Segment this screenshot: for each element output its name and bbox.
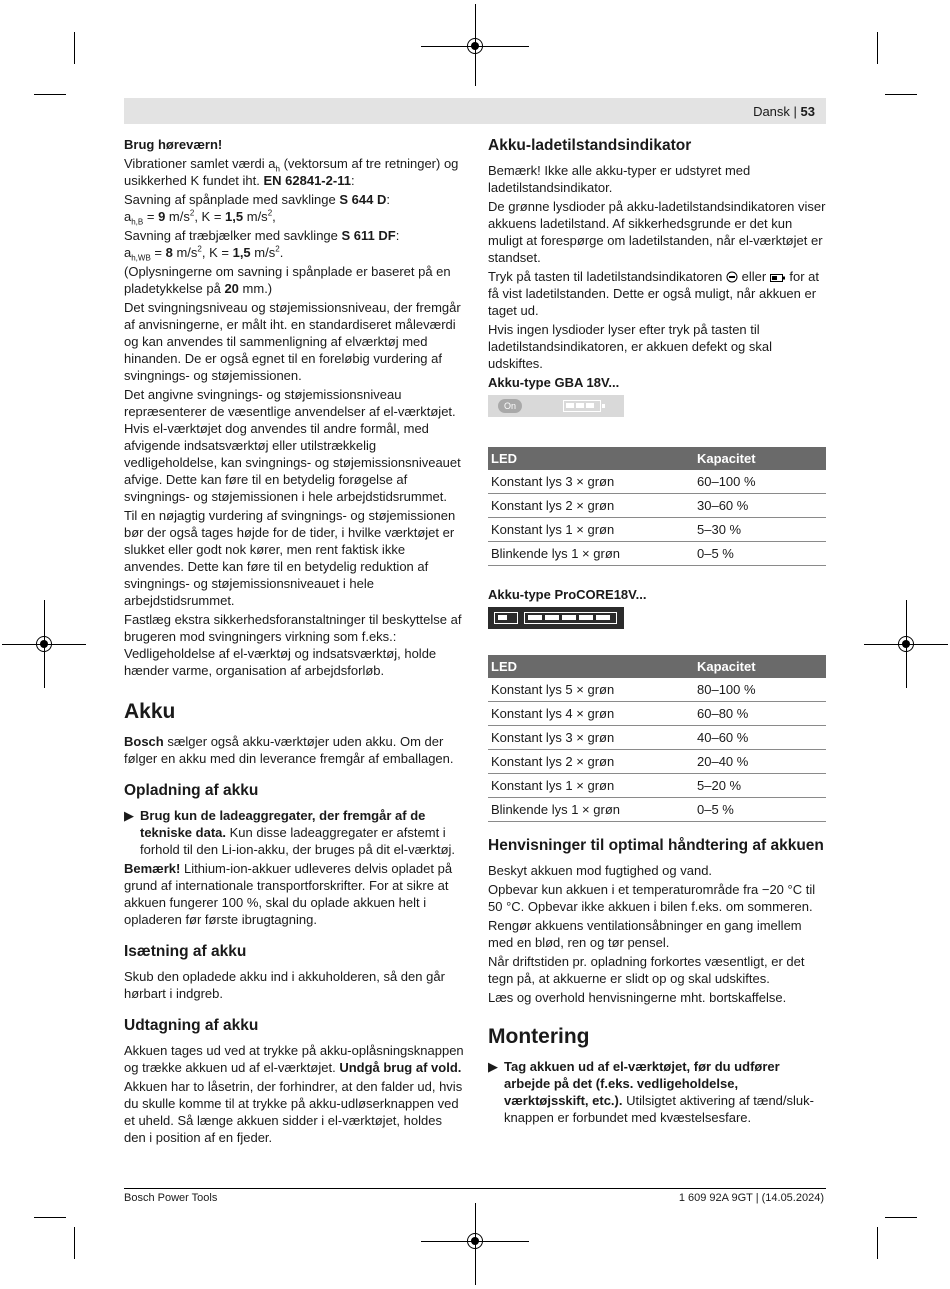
table-row: Konstant lys 2 × grøn 30–60 % [488,494,826,518]
left-column [124,136,464,1148]
body-paragraph: Det svingningsniveau og støjemissionsniveau, der fremgår af anvisningerne, er målt iht. en standardiseret måleværdi og kan anvendes til sammenligning af elværktøj med hinanden. De er også egnet til en foreløbig vurdering af svingnings- og støjemissionen. [124,300,461,383]
body-paragraph: Beskyt akkuen mod fugtighed og vand. [488,863,713,878]
section-title-montering: Montering [488,1025,590,1048]
page-header: Dansk | 53 [753,104,815,119]
crop-mark-icon [74,32,75,64]
remove-text-2: Akkuen har to låsetrin, der forhindrer, at den falder ud, hvis du skulle komme til at trykke på akku-udløserknappen ved et uheld. Så længe akkuen sidder i el-værktøjet, holdes den i position af en fjeder. [124,1079,463,1145]
subsection-title-remove: Udtagning af akku [124,1017,259,1034]
crop-mark-icon [877,1227,878,1259]
procore-capacity-table [488,655,826,822]
body-paragraph: Opbevar kun akkuen i et temperaturområde fra −20 °C til 50 °C. Opbevar ikke akkuen i bilen f.eks. om sommeren. [488,882,816,914]
mount-warning-bullet: ▶ Tag akkuen ud af el-værktøjet, før du udfører arbejde på det (f.eks. vedligeholdelse, værktøjsskift, etc.). Utilsigtet aktivering af tænd/sluk-knappen er forbundet med kvæstelsesfare. [488,1059,814,1125]
table-row: Konstant lys 2 × grøn 20–40 % [488,750,826,774]
indicator-instruction: Tryk på tasten til ladetilstandsindikatoren eller for at få vist ladetilstanden. Dette er også muligt, når akkuen er taget ud. [488,269,820,318]
body-paragraph: Det angivne svingnings- og støjemissionsniveau repræsenterer de væsentlige anvendelser af el-værktøjet. Hvis el-værktøjet dog anvendes til andre formål, med afvigende indsatsværktøj eller utilstrækkelig vedligeholdelse, kan svingnings- og støjemissionsniveauet afvige. Dette kan føre til en betydelig forøgelse af svingnings- og støjemissionen i hele arbejdstidsrummet. [124,387,461,504]
subsection-title-indicator: Akku-ladetilstandsindikator [488,137,692,154]
subsection-title-insert: Isætning af akku [124,943,247,960]
page-number: 53 [800,104,815,119]
akku-intro: Bosch sælger også akku-værktøjer uden akku. Om der følger en akku med din leverance fremgår af emballagen. [124,734,454,766]
crop-mark-icon [877,32,878,64]
table-row: Blinkende lys 1 × grøn 0–5 % [488,798,826,822]
subsection-title-charging: Opladning af akku [124,782,259,799]
table-row: Konstant lys 1 × grøn 5–30 % [488,518,826,542]
table-header: Kapacitet [694,655,826,678]
right-column [488,136,826,1128]
table-row: Konstant lys 1 × grøn 5–20 % [488,774,826,798]
section-title-akku: Akku [124,700,176,723]
crop-mark-icon [74,1227,75,1259]
table-row: Blinkende lys 1 × grøn 0–5 % [488,542,826,566]
charging-note: Bemærk! Lithium-ion-akkuer udleveres delvis opladet på grund af internationale transportforskrifter. For at sikre at akkuen fungerer 100 %, skal du oplade akkuen helt i opladeren før første ibrugtagning. [124,861,453,927]
saw-beams: Savning af træbjælker med savklinge S 611 DF: [124,228,400,243]
gba-indicator-graphic [488,395,624,417]
gba-capacity-table [488,447,826,566]
registration-mark-icon [467,38,483,54]
table-header: Kapacitet [694,447,826,470]
crop-mark-icon [34,1217,66,1218]
table-header: LED [488,447,694,470]
charge-indicator-button-icon [726,271,738,283]
footer-rule [124,1188,826,1189]
bullet-triangle-icon: ▶ [488,1059,498,1074]
table-row: Konstant lys 5 × grøn 80–100 % [488,678,826,702]
body-paragraph: Hvis ingen lysdioder lyser efter tryk på tasten til ladetilstandsindikatoren, er akkuen defekt og skal udskiftes. [488,322,773,371]
body-paragraph: Når driftstiden pr. opladning forkortes væsentligt, er det tegn på, at akkuerne er slidt op og skal udskiftes. [488,954,805,986]
battery-type-gba-title: Akku-type GBA 18V... [488,375,620,390]
table-header: LED [488,655,694,678]
body-paragraph: Fastlæg ekstra sikkerhedsforanstaltninger til beskyttelse af brugeren mod svingningers virkning som f.eks.: Vedligeholdelse af el-værktøj og indsatsværktøj, holde hænder varme, organisation af arbejdsforløb. [124,612,462,678]
crop-mark-icon [885,1217,917,1218]
header-language: Dansk [753,104,790,119]
procore-indicator-graphic [488,607,624,629]
saw-chipboard-values: $a_{h,B} = 9$ $m/s^2$, K = 1,5 $m/s^2$, [124,208,276,227]
crop-mark-icon [885,94,917,95]
table-row: Konstant lys 3 × grøn 40–60 % [488,726,826,750]
vibration-intro: Vibrationer samlet værdi $a_h$ (vektorsum af tre retninger) og usikkerhed K fundet iht. EN 62841-2-11: [124,156,459,188]
crop-mark-icon [34,94,66,95]
registration-mark-icon [898,636,914,652]
registration-mark-icon [36,636,52,652]
footer-document-id: 1 609 92A 9GT | (14.05.2024) [678,1192,824,1204]
battery-icon [770,273,786,283]
table-row: Konstant lys 4 × grøn 60–80 % [488,702,826,726]
body-paragraph: Til en nøjagtig vurdering af svingnings- og støjemissionen bør der også tages højde for de tider, i hvilke værktøjet er slukket eller godt nok kører, men rent faktisk ikke anvendes. Dette kan føre til en betydelig reduktion af svingnings- og støjemissionsniveauet i hele arbejdstidsrummet. [124,508,456,608]
hearing-protection-warning: Brug høreværn! [124,137,223,152]
body-paragraph: Bemærk! Ikke alle akku-typer er udstyret med ladetilstandsindikator. [488,163,751,195]
battery-icon [494,612,518,624]
measurement-note: (Oplysningerne om savning i spånplade er baseret på en pladetykkelse på 20 mm.) [124,264,451,296]
body-paragraph: De grønne lysdioder på akku-ladetilstandsindikatoren viser akkuens ladetilstand. Af sikkerhedsgrunde er det kun muligt at forespørge om ladetilstanden, når el-værktøjet er standset. [488,199,826,265]
table-row: Konstant lys 3 × grøn 60–100 % [488,470,826,494]
footer-brand: Bosch Power Tools [124,1192,218,1204]
battery-icon [563,400,601,412]
on-button-icon: On [498,399,522,413]
subsection-title-handling: Henvisninger til optimal håndtering af akkuen [488,837,824,854]
header-band [124,98,826,124]
remove-text: Akkuen tages ud ved at trykke på akku-oplåsningsknappen og trække akkuen ud af el-værktøjet. Undgå brug af vold. [124,1043,464,1075]
saw-beams-values: $a_{h,WB} = 8$ $m/s^2$, K = 1,5 $m/s^2$. [124,244,284,263]
bullet-triangle-icon: ▶ [124,808,134,823]
insert-text: Skub den opladede akku ind i akkuholderen, så den går hørbart i indgreb. [124,969,445,1001]
saw-chipboard: Savning af spånplade med savklinge S 644 D: [124,192,390,207]
charger-warning-bullet: ▶ Brug kun de ladeaggregater, der fremgår af de tekniske data. Kun disse ladeaggregater er afstemt i forhold til den Li-ion-akku, der bruges på dit el-værktøj. [124,808,456,857]
body-paragraph: Rengør akkuens ventilationsåbninger en gang imellem med en blød, ren og tør pensel. [488,918,802,950]
battery-type-procore-title: Akku-type ProCORE18V... [488,587,647,602]
registration-mark-icon [467,1233,483,1249]
body-paragraph: Læs og overhold henvisningerne mht. bortskaffelse. [488,990,787,1005]
